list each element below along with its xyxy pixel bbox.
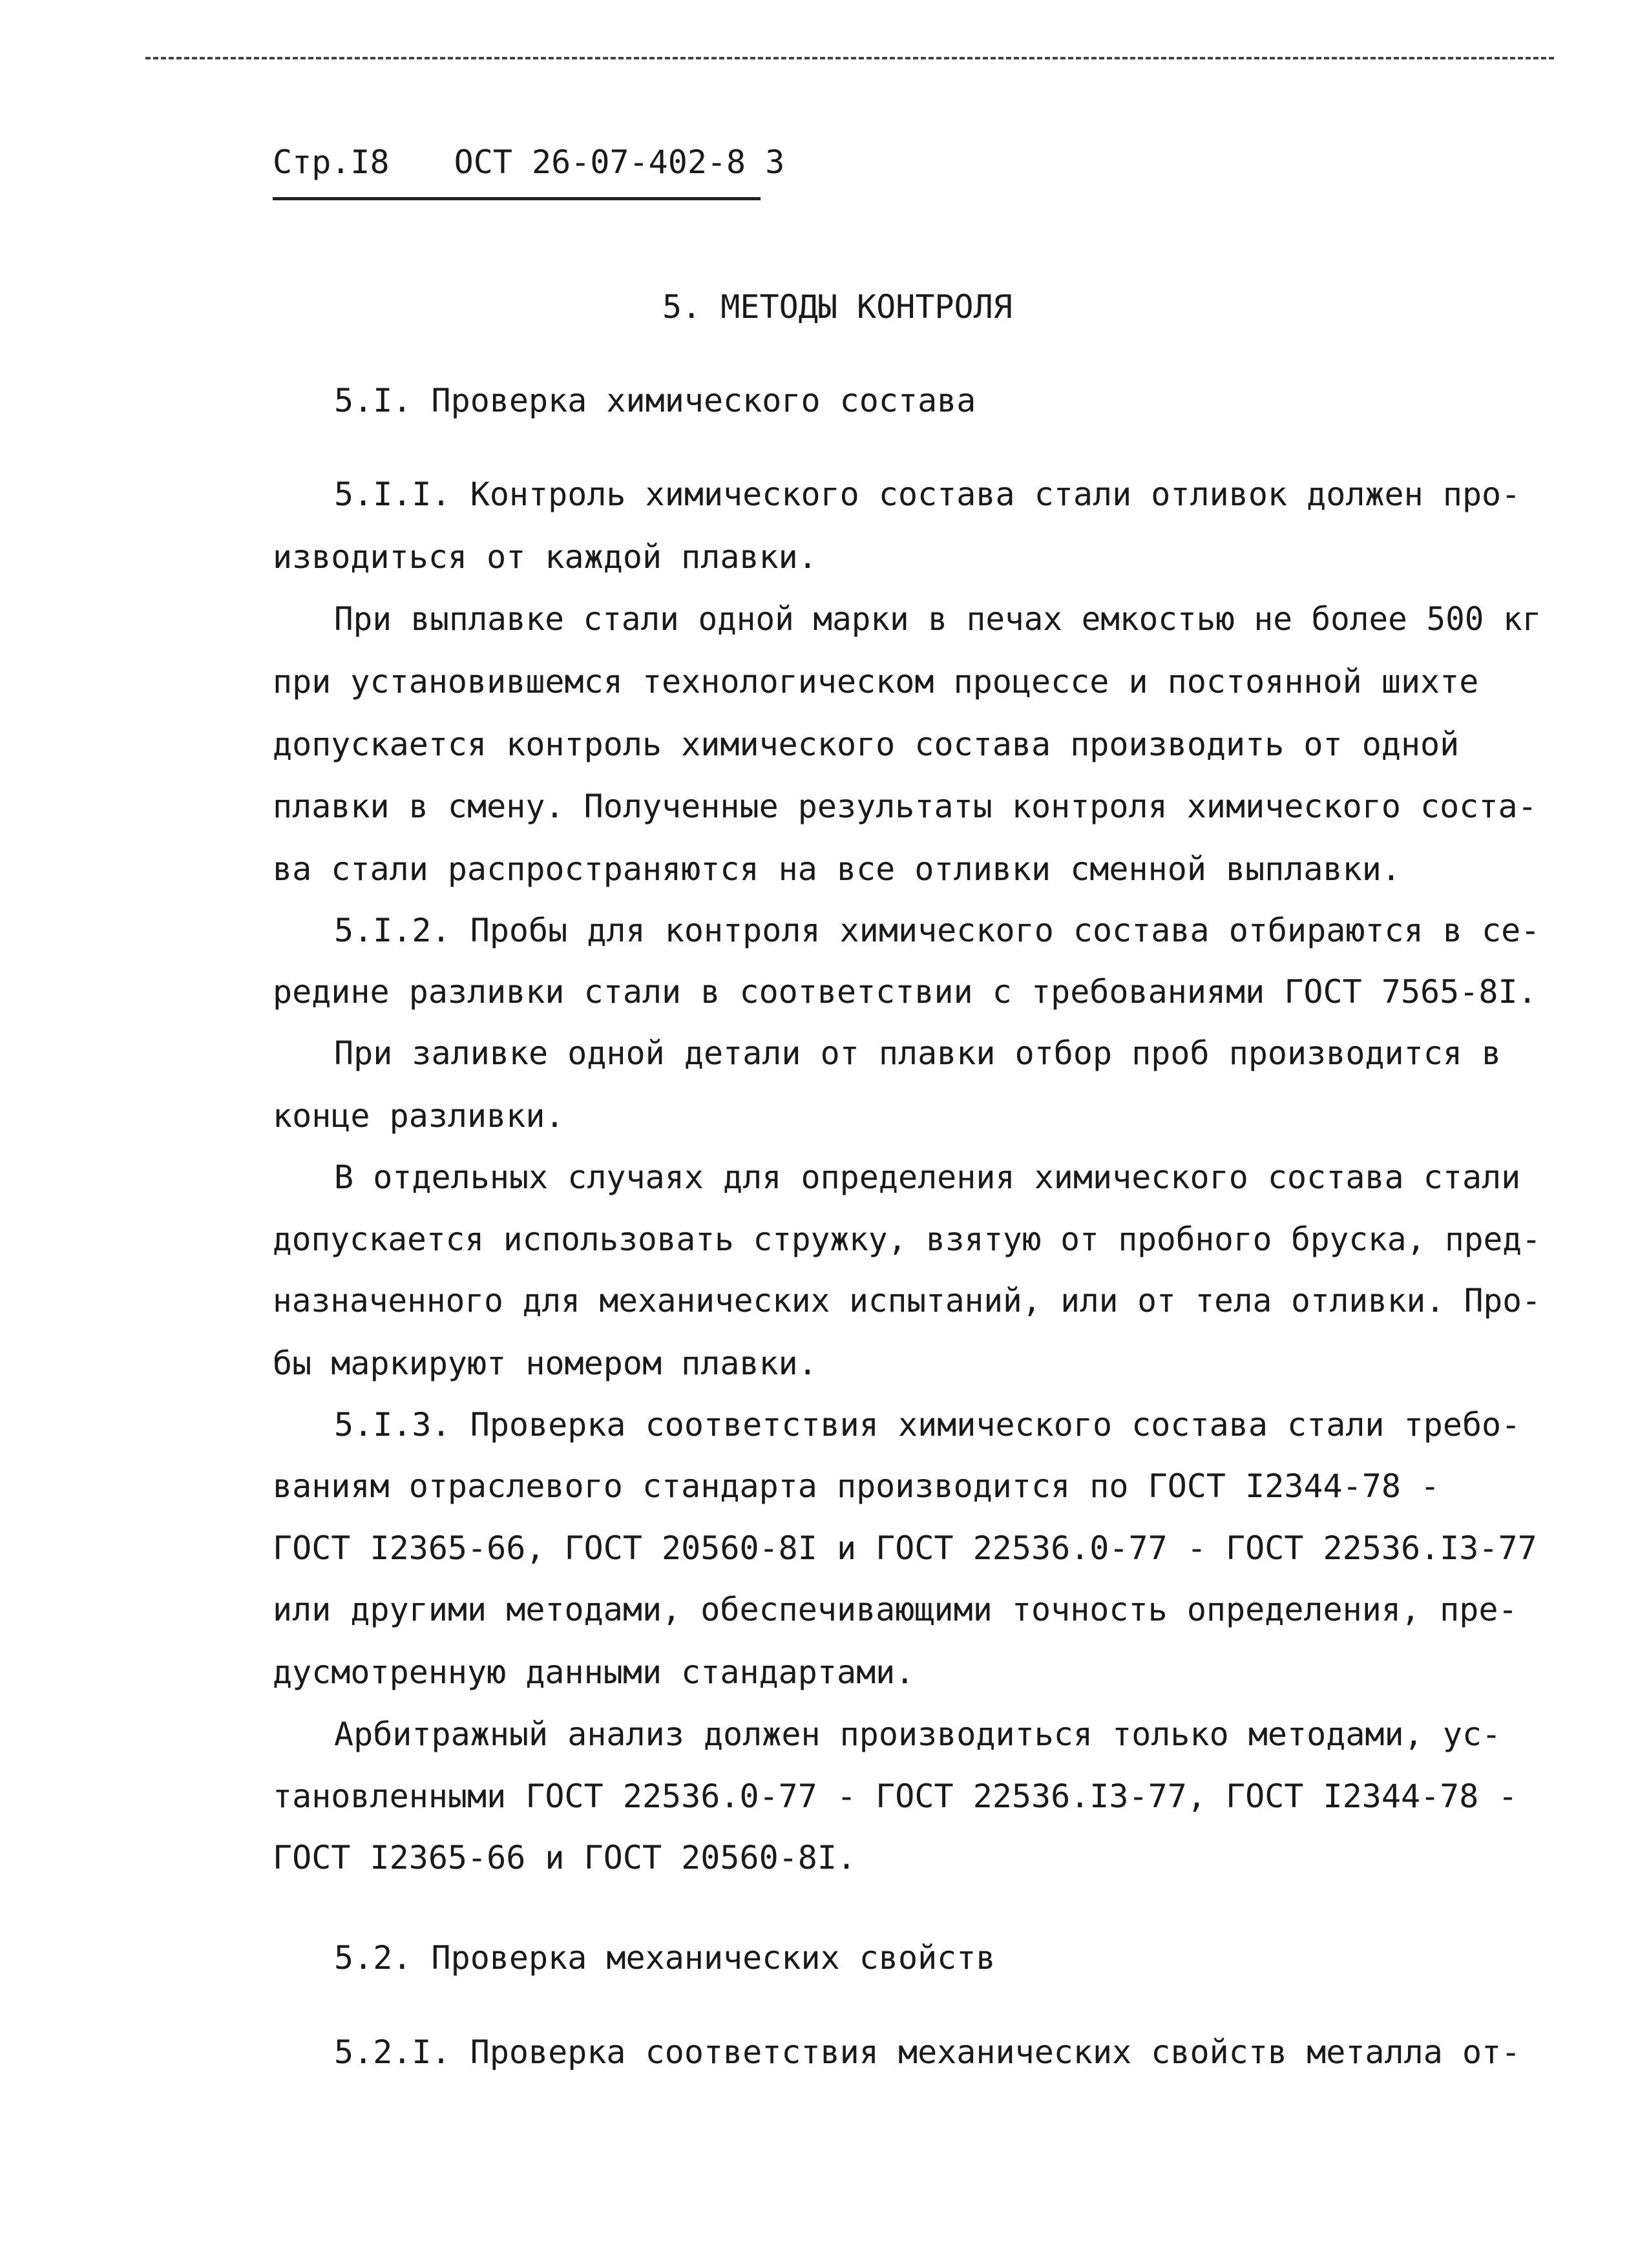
text-line: 5.I.2. Пробы для контроля химического состава отбираются в се- — [334, 912, 1540, 949]
text-line: ваниям отраслевого стандарта производится по ГОСТ I2344-78 - — [273, 1467, 1440, 1505]
text-line: тановленными ГОСТ 22536.0-77 - ГОСТ 22536.I3-77, ГОСТ I2344-78 - — [273, 1778, 1518, 1815]
text-line: При заливке одной детали от плавки отбор проб производится в — [334, 1034, 1502, 1072]
section-title: 5. МЕТОДЫ КОНТРОЛЯ — [662, 288, 1013, 326]
text-line: редине разливки стали в соответствии с требованиями ГОСТ 7565-8I. — [273, 973, 1537, 1011]
text-line: при установившемся технологическом процессе и постоянной шихте — [273, 663, 1479, 700]
text-line: 5.2.I. Проверка соответствия механических свойств металла от- — [334, 2033, 1521, 2071]
text-line: допускается использовать стружку, взятую от пробного бруска, пред- — [273, 1221, 1541, 1258]
text-line: ГОСТ I2365-66, ГОСТ 20560-8I и ГОСТ 22536.0-77 - ГОСТ 22536.I3-77 — [273, 1529, 1537, 1567]
subsection-heading-mechanical: 5.2. Проверка механических свойств — [334, 1939, 996, 1977]
subsection-heading-chemical: 5.I. Проверка химического состава — [334, 382, 976, 419]
header-underline — [273, 197, 761, 200]
page-header — [273, 143, 784, 181]
text-line: дусмотренную данными стандартами. — [273, 1654, 915, 1691]
text-line: 5.I.3. Проверка соответствия химического состава стали требо- — [334, 1406, 1521, 1444]
text-line: или другими методами, обеспечивающими точность определения, пре- — [273, 1591, 1518, 1628]
text-line: Арбитражный анализ должен производиться только методами, ус- — [334, 1716, 1502, 1753]
text-line: плавки в смену. Полученные результаты контроля химического соста- — [273, 788, 1537, 825]
text-line: ва стали распространяются на все отливки сменной выплавки. — [273, 850, 1401, 888]
page-number: Стр.I8 — [273, 143, 390, 181]
text-line: 5.I.I. Контроль химического состава стали отливок должен про- — [334, 476, 1521, 513]
text-line: бы маркируют номером плавки. — [273, 1345, 817, 1382]
text-line: При выплавке стали одной марки в печах емкостью не более 500 кг — [334, 600, 1542, 638]
text-line: конце разливки. — [273, 1097, 565, 1135]
standard-number: ОСТ 26-07-402-8 3 — [454, 143, 785, 181]
text-line: допускается контроль химического состава производить от одной — [273, 726, 1460, 763]
text-line: назначенного для механических испытаний, или от тела отливки. Про- — [273, 1282, 1541, 1319]
top-dashed-rule — [145, 57, 1554, 59]
text-line: В отдельных случаях для определения химического состава стали — [334, 1159, 1521, 1196]
text-line: ГОСТ I2365-66 и ГОСТ 20560-8I. — [273, 1839, 857, 1876]
text-line: изводиться от каждой плавки. — [273, 538, 817, 576]
